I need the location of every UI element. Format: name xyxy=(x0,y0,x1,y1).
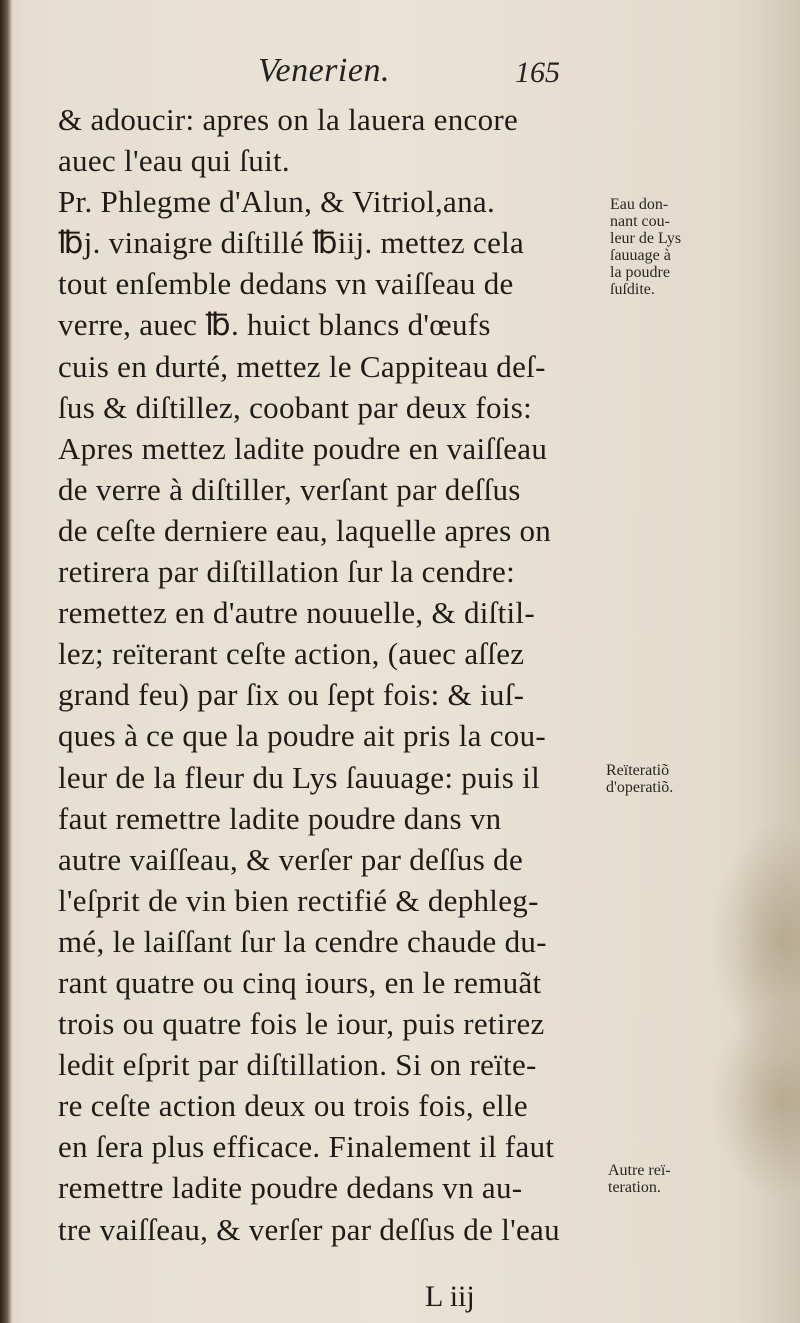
margin-note-line: ſuſdite. xyxy=(610,281,655,298)
text-line: re ceſte action deux ou trois fois, elle xyxy=(58,1088,528,1124)
text-line: de verre à diſtiller, verſant par deſſus xyxy=(58,471,521,507)
text-line: ſus & diſtillez, coobant par deux fois: xyxy=(58,389,533,425)
margin-note-line: leur de Lys xyxy=(610,230,682,247)
text-line: trois ou quatre fois le iour, puis retirez xyxy=(58,1006,545,1042)
text-line: leur de la fleur du Lys ſauuage: puis il xyxy=(58,759,541,795)
text-line: remettez en d'autre nouuelle, & diſtil- xyxy=(58,595,535,631)
page-number: 165 xyxy=(515,56,560,89)
text-line: tre vaiſſeau, & verſer par deſſus de l'eau xyxy=(58,1211,560,1247)
text-line: Apres mettez ladite poudre en vaiſſeau xyxy=(58,430,548,466)
text-line: lez; reïterant ceſte action, (auec aſſez xyxy=(58,636,525,672)
text-line: auec l'eau qui ſuit. xyxy=(58,143,290,179)
margin-note-line: Reïteratiõ xyxy=(606,762,670,779)
page-header xyxy=(60,52,580,96)
text-line: de ceſte derniere eau, laquelle apres on xyxy=(58,512,552,548)
text-line: remettre ladite poudre dedans vn au- xyxy=(58,1170,523,1206)
margin-note-autre-reiteration xyxy=(608,1162,671,1196)
text-line: cuis en durté, mettez le Cappiteau deſ- xyxy=(58,348,546,384)
page-stain xyxy=(710,1000,800,1200)
text-line: l'eſprit de vin bien rectifié & dephleg- xyxy=(58,882,539,918)
margin-note-line: la poudre xyxy=(610,264,670,281)
margin-note-reiteration xyxy=(606,762,673,796)
margin-note-line: teration. xyxy=(608,1179,661,1196)
text-line: en ſera plus efficace. Finalement il faut xyxy=(58,1129,555,1165)
text-line: rant quatre ou cinq iours, en le remuãt xyxy=(58,964,542,1000)
text-line: verre, auec ℔. huict blancs d'œufs xyxy=(58,307,491,343)
text-line: Pr. Phlegme d'Alun, & Vitriol,ana. xyxy=(58,184,495,220)
text-line: grand feu) par ſix ou ſept fois: & iuſ- xyxy=(58,677,525,713)
text-line: & adoucir: apres on la lauera encore xyxy=(58,102,519,137)
text-line: ℔j. vinaigre diſtillé ℔iij. mettez cela xyxy=(58,225,525,261)
text-line: mé, le laiſſant ſur la cendre chaude du- xyxy=(58,923,547,959)
margin-note-line: d'operatiõ. xyxy=(606,779,674,796)
margin-note-eau-donnant xyxy=(610,196,681,298)
running-title: Venerien. xyxy=(258,52,390,89)
text-line: autre vaiſſeau, & verſer par deſſus de xyxy=(58,841,524,877)
text-line: retirera par diſtillation ſur la cendre: xyxy=(58,554,515,590)
text-line: ledit eſprit par diſtillation. Si on reïte- xyxy=(58,1047,537,1083)
margin-note-line: Eau don- xyxy=(610,196,669,213)
body-text xyxy=(58,99,618,1250)
margin-note-line: Autre reï- xyxy=(608,1162,671,1179)
margin-note-line: nant cou- xyxy=(610,213,670,230)
signature-mark: L iij xyxy=(425,1280,475,1313)
margin-note-line: ſauuage à xyxy=(610,247,671,264)
text-line: ques à ce que la poudre ait pris la cou- xyxy=(58,718,547,754)
book-gutter xyxy=(0,0,12,1323)
text-line: faut remettre ladite poudre dans vn xyxy=(58,800,502,836)
text-line: tout enſemble dedans vn vaiſſeau de xyxy=(58,266,514,302)
